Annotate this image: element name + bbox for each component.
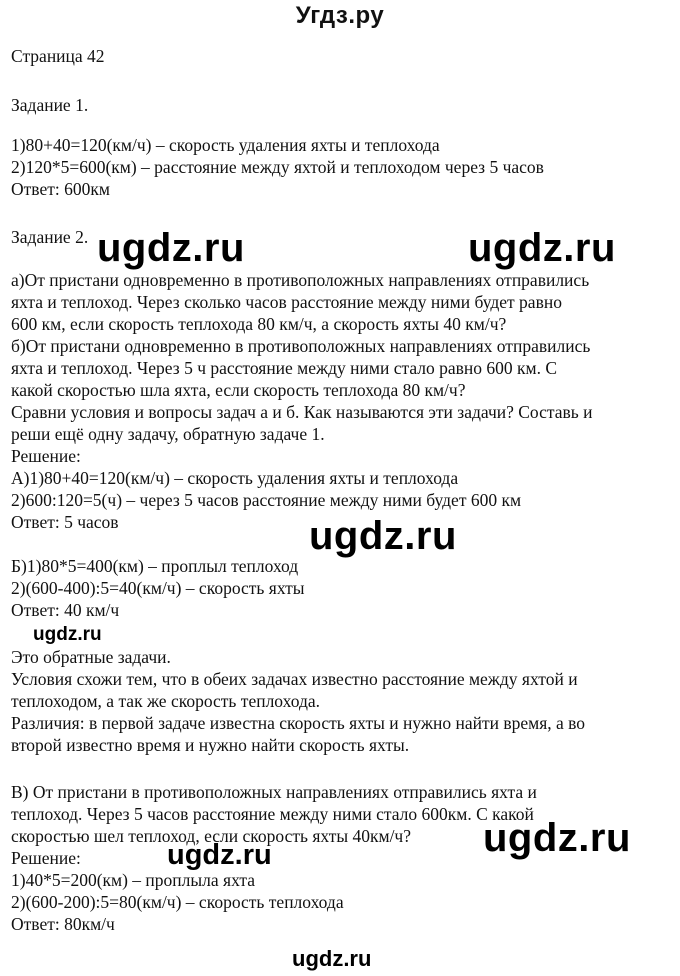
task2-line: 2)600:120=5(ч) – через 5 часов расстояние между ними будет 600 км <box>11 490 522 510</box>
task2-line: А)1)80+40=120(км/ч) – скорость удаления яхты и теплохода <box>11 468 459 488</box>
compare-line: Это обратные задачи. <box>11 647 171 667</box>
task2-line: яхта и теплоход. Через 5 ч расстояние между ними стало равно 600 км. С <box>11 358 557 378</box>
task2-line: а)От пристани одновременно в противоположных направлениях отправились <box>11 270 590 290</box>
task2c-line: 1)40*5=200(км) – проплыла яхта <box>11 870 256 890</box>
task2c-line: теплоход. Через 5 часов расстояние между ними стало 600км. С какой <box>11 804 534 824</box>
task2b-answer: Ответ: 40 км/ч <box>11 600 120 620</box>
task2b-line: 2)(600-400):5=40(км/ч) – скорость яхты <box>11 578 305 598</box>
page-label: Страница 42 <box>11 46 105 66</box>
task2-line: б)От пристани одновременно в противоположных направлениях отправились <box>11 336 591 356</box>
task2c-line: 2)(600-200):5=80(км/ч) – скорость теплохода <box>11 892 344 912</box>
task2-line: яхта и теплоход. Через сколько часов расстояние между ними будет равно <box>11 292 562 312</box>
watermark: ugdz.ru <box>483 816 631 860</box>
task2-line: реши ещё одну задачу, обратную задаче 1. <box>11 424 325 444</box>
compare-line: Условия схожи тем, что в обеих задачах известно расстояние между яхтой и <box>11 669 578 689</box>
task2c-line: скоростью шел теплоход, если скорость яхты 40км/ч? <box>11 826 412 846</box>
task1-answer: Ответ: 600км <box>11 179 110 199</box>
watermark: ugdz.ru <box>33 624 102 645</box>
watermark: ugdz.ru <box>309 514 457 558</box>
task2-answer: Ответ: 5 часов <box>11 512 119 532</box>
task2-line: Сравни условия и вопросы задач а и б. Как называются эти задачи? Составь и <box>11 402 593 422</box>
watermark: ugdz.ru <box>167 839 272 871</box>
task2-line: какой скоростью шла яхта, если скорость теплохода 80 км/ч? <box>11 380 466 400</box>
solution-label: Решение: <box>11 848 81 868</box>
task1-heading: Задание 1. <box>11 95 89 115</box>
task2-heading: Задание 2. <box>11 227 89 247</box>
compare-line: теплоходом, а так же скорость теплохода. <box>11 691 320 711</box>
watermark: ugdz.ru <box>97 226 245 270</box>
task2b-line: Б)1)80*5=400(км) – проплыл теплоход <box>11 556 299 576</box>
compare-line: второй известно время и нужно найти скорость яхты. <box>11 735 410 755</box>
compare-line: Различия: в первой задаче известна скорость яхты и нужно найти время, а во <box>11 713 586 733</box>
task1-line: 2)120*5=600(км) – расстояние между яхтой и теплоходом через 5 часов <box>11 157 544 177</box>
task2c-line: В) От пристани в противоположных направлениях отправились яхта и <box>11 782 537 802</box>
task2c-answer: Ответ: 80км/ч <box>11 914 115 934</box>
watermark-footer: ugdz.ru <box>292 946 372 971</box>
site-title: Угдз.ру <box>295 2 385 29</box>
task2-line: 600 км, если скорость теплохода 80 км/ч, а скорость яхты 40 км/ч? <box>11 314 507 334</box>
watermark: ugdz.ru <box>468 226 616 270</box>
solution-label: Решение: <box>11 446 81 466</box>
task1-line: 1)80+40=120(км/ч) – скорость удаления яхты и теплохода <box>11 135 440 155</box>
